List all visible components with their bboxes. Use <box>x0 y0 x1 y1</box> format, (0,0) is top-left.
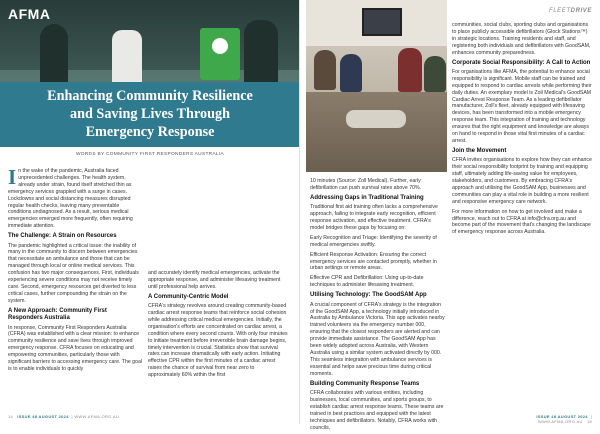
title-line-1: Enhancing Community Resilience <box>47 88 253 104</box>
heading-app: Utilising Technology: The GoodSAM App <box>310 292 427 299</box>
section-label <box>496 8 592 14</box>
left-page <box>0 0 300 424</box>
page-number-right: 15 <box>586 419 592 424</box>
heading-csr: Corporate Social Responsibility: A Call to Action <box>452 59 591 66</box>
screen-icon <box>362 8 402 36</box>
paragraph-cpr: Effective CPR and Defibrillation: Using up-to-date techniques to administer lifesaving treatment. <box>310 275 424 289</box>
paragraph-csr: For organisations like AFMA, the potential to enhance social responsibility is significant. Mobile staff can be trained and equipped to respond to cardiac arrests while performing their daily duties. An exemplary model is Zoll Medical's GoodSAM Cardiac Arrest Response Team. As a leading defibrillator manufacturer, Zoll's fleet, already equipped with lifesaving devices, has been transformed into a mobile emergency response team. This integration of training and technology ensures that the right equipment and knowledge are always on hand to respond in those vital first minutes of a cardiac arrest. <box>452 68 592 144</box>
magazine-logo: AFMA <box>8 6 51 22</box>
column-left-1 <box>8 165 142 376</box>
paragraph-join: CFRA invites organisations to explore how they can enhance their social responsibility footprint by training and equipping staff, ultimately adding life-saving value for employees, stakeholders, and customers. By embracing CFRA's approach and utilising the GoodSAM App, businesses and communities can play a vital role in building a more resilient and responsive emergency care network. <box>452 157 592 205</box>
article-title <box>0 82 300 147</box>
photo-person <box>424 56 446 92</box>
title-line-3: Emergency Response <box>85 124 215 140</box>
footer-issue-right: ISSUE 48 AUGUST 2024 <box>536 414 588 419</box>
paragraph-challenge: The pandemic highlighted a critical issue: the inability of many in the community to discern between emergencies that necessitate an ambulance and those that can be managed through local or online medical services. This confusion has two major consequences. First, individuals experiencing severe conditions may not receive timely care. Second, emergency resources get diverted to less critical cases, further compounding the strain on the system. <box>8 242 139 304</box>
paragraph-efficient: Efficient Response Activation: Ensuring the correct emergency services are contacted promptly, whether in urban settings or remote areas. <box>310 251 437 272</box>
footer-right: ISSUE 48 AUGUST 2024 | WWW.AFMA.ORG.AU 15 <box>536 414 592 424</box>
intro-paragraph <box>8 165 142 230</box>
dropcap: I <box>8 165 17 189</box>
section-label-b: DRIVE <box>570 8 592 14</box>
paragraph-teams-cont: communities, social clubs, sporting clubs and organisations to place publicly accessible defibrillators (Glock Stations™) in strategic locations. Training residents and staff, and registering both individuals and defibrillators with GoodSAM, enhances community preparedness. <box>452 22 591 56</box>
title-line-2: and Saving Lives Through <box>70 106 230 122</box>
paragraph-teams: CFRA collaborates with various entities, including businesses, local communities, and sports groups, to establish cardiac arrest response teams. These teams are trained in best practices and equipped with the latest techniques and defibrillators. Notably, CFRA works with councils, <box>310 389 444 431</box>
heading-model: A Community-Centric Model <box>148 293 229 300</box>
paragraph-more-info: For more information on how to get involved and make a difference, reach out to CFRA at info@cfra.org.au and become part of the movement that's changing the landscape of emergency response across Australia. <box>452 208 591 236</box>
photo-person <box>314 50 336 90</box>
intro-text: n the wake of the pandemic, Australia faced unprecedented challenges. The health system, already under strain, found itself stretched thin as emergency services grappled with a surge in cases. Lockdowns and social distancing measures disrupted regular health checks, leaving many preventable conditions undiagnosed. As a result, serious medical emergencies emerged more frequently, often requiring immediate attention. <box>8 168 133 230</box>
paragraph-gaps: Traditional first aid training often lacks a comprehensive approach, failing to integrate early recognition, efficient response activation, and effective treatment. CFRA's model bridges these gaps by focusing on: <box>310 204 438 231</box>
footer-url-right[interactable]: WWW.AFMA.ORG.AU <box>537 419 583 424</box>
photo-person <box>340 54 362 92</box>
column-right-1 <box>310 178 446 434</box>
training-photo <box>306 0 447 172</box>
heading-join: Join the Movement <box>452 147 507 154</box>
paragraph-continued: and accurately identify medical emergencies, activate the appropriate response, and administer lifesaving treatment until professional help arrives. <box>148 270 281 290</box>
paragraph-stat: 10 minutes (Source: Zoll Medical). Further, early defibrillation can push survival rates above 70%. <box>310 178 422 191</box>
paragraph-model: CFRA's strategy revolves around creating community-based cardiac arrest response teams that reinforce social cohesion while addressing critical medical emergencies. Initially, the organisation's efforts are concentrated on cardiac arrest, a condition where every second counts. With only four minutes to initiate treatment before irreversible brain damage begins, timely intervention is crucial. Statistics show that survival rates can increase dramatically with early action. Initiating effective CPR within the first minutes of a cardiac arrest raises the chance of survival from near zero to approximately 60% within the first <box>148 303 288 379</box>
hero-person <box>112 30 142 90</box>
column-left-2 <box>148 270 288 382</box>
paragraph-early: Early Recognition and Triage: Identifying the severity of medical emergencies swiftly. <box>310 234 437 248</box>
photo-floor <box>306 92 447 172</box>
footer-url-left[interactable]: WWW.AFMA.ORG.AU <box>74 414 120 419</box>
column-right-2 <box>452 22 592 239</box>
paragraph-approach: In response, Community First Responders Australia (CFRA) was established with a clear mission: to enhance community resilience and save lives through improved emergency response. CFRA focuses on educating and empowering communities, particularly those with significant barriers to accessing emergency care. The goal is to enable individuals to quickly <box>8 324 142 372</box>
footer-issue-left: ISSUE 48 AUGUST 2024 <box>17 414 69 419</box>
page-number-left: 14 <box>8 414 14 419</box>
heading-challenge: The Challenge: A Strain on Resources <box>8 233 117 240</box>
paragraph-app: A crucial component of CFRA's strategy is the integration of the GoodSAM App, a technology initially introduced in Australia by Ambulance Victoria. This app activates nearby trained volunteers via the emergency number 000, ensuring that the closest responders are alerted and can provide immediate assistance. The GoodSAM App has been widely adopted across Australia, with Western Australia using a similar system activated directly by 000. This seamless integration with ambulance services is essential and helps save precious time during critical moments. <box>310 301 445 377</box>
heading-teams: Building Community Response Teams <box>310 380 420 387</box>
photo-person <box>398 48 422 92</box>
section-label-a: FLEET <box>548 8 571 14</box>
heading-gaps: Addressing Gaps in Traditional Training <box>310 194 424 201</box>
heading-approach: A New Approach: Community First Responders Australia <box>8 307 107 322</box>
aed-cabinet-icon <box>200 28 240 80</box>
footer-left: 14 ISSUE 48 AUGUST 2024 | WWW.AFMA.ORG.AU <box>8 414 120 419</box>
training-mannequin-icon <box>346 110 406 128</box>
byline: WORDS BY COMMUNITY FIRST RESPONDERS AUSTRALIA <box>75 152 225 157</box>
